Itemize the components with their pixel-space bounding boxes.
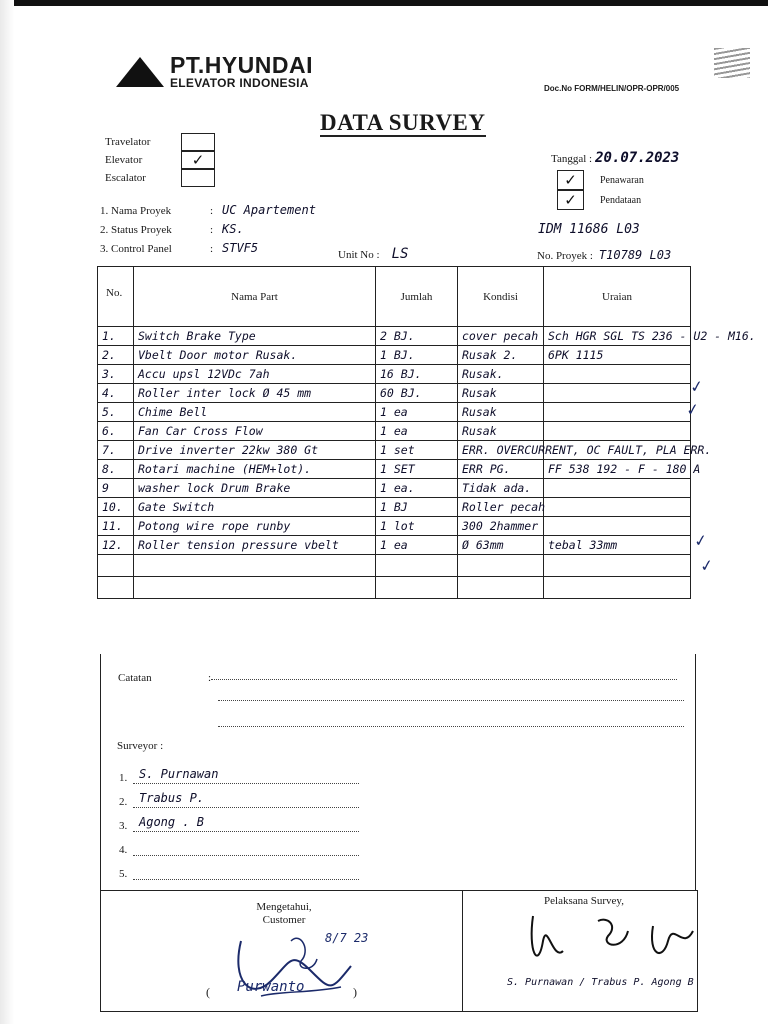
notes-line-3[interactable] [218,726,684,727]
cell-no[interactable]: 6. [98,422,134,441]
scan-edge-top [0,0,768,6]
scan-edge-left [0,0,14,1024]
customer-signature-cell [101,891,463,1011]
cell-uraian[interactable] [544,365,691,384]
table-row [98,384,691,403]
option-pendataan: ✓ Pendataan [557,190,644,210]
table-row-empty [98,555,691,577]
project-number-field: No. Proyek : T10789 L03 [537,248,672,262]
checkmark-icon: ✓ [191,150,205,169]
cell-jumlah[interactable]: 1 BJ. [376,346,458,365]
cell-nama-part[interactable]: Switch Brake Type [134,327,376,346]
equipment-type-escalator: Escalator [105,169,215,187]
cell-kondisi[interactable]: 300 2hammer [458,517,544,536]
unit-no-value[interactable]: LS [391,246,409,262]
field-control-panel: 3. Control Panel : STVF5 [100,241,259,255]
table-row [98,327,691,346]
equipment-type-travelator: Travelator [105,133,215,151]
checkmark-icon: ✓ [564,170,577,189]
purpose-options [557,170,644,210]
cell-jumlah[interactable]: 2 BJ. [376,327,458,346]
equipment-type-list [105,133,215,187]
table-header-row [98,267,691,327]
cell-uraian[interactable] [544,384,691,403]
cell-uraian[interactable] [544,555,691,577]
logo-triangle-icon [116,57,164,87]
cell-kondisi[interactable]: Ø 63mm [458,536,544,555]
cell-uraian[interactable] [544,422,691,441]
cell-nama-part[interactable] [134,577,376,599]
date-field: Tanggal : 20.07.2023 [551,150,680,166]
cell-kondisi[interactable]: Roller pecah [458,498,544,517]
checkmark-icon: ✓ [684,399,701,420]
table-row [98,479,691,498]
cell-nama-part[interactable]: Rotari machine (HEM+lot). [134,460,376,479]
table-row [98,346,691,365]
surveyor-signature-title: Pelaksana Survey, [544,895,624,907]
cell-nama-part[interactable]: Drive inverter 22kw 380 Gt [134,441,376,460]
cell-kondisi[interactable] [458,555,544,577]
cell-jumlah[interactable]: 1 BJ [376,498,458,517]
cell-no[interactable]: 2. [98,346,134,365]
table-row [98,403,691,422]
cell-kondisi[interactable]: Tidak ada. [458,479,544,498]
cell-kondisi[interactable]: cover pecah [458,327,544,346]
cell-no[interactable]: 8. [98,460,134,479]
table-row [98,460,691,479]
project-fields [100,203,316,260]
surveyor-entry: 5. [119,856,359,880]
id-number[interactable]: IDM 11686 L03 [538,222,640,237]
scan-smudge [714,48,750,78]
table-row [98,498,691,517]
cell-kondisi[interactable]: ERR PG. [458,460,544,479]
cell-jumlah[interactable]: 1 ea. [376,479,458,498]
project-number-value[interactable]: T10789 L03 [598,248,672,262]
cell-uraian[interactable] [544,403,691,422]
header-uraian: Uraian [544,267,691,327]
cell-kondisi[interactable]: Rusak [458,384,544,403]
cell-jumlah[interactable]: 1 ea [376,422,458,441]
cell-no[interactable]: 9 [98,479,134,498]
cell-jumlah[interactable]: 1 ea [376,403,458,422]
field-status-proyek: 2. Status Proyek : KS. [100,222,244,236]
checkmark-icon: ✓ [698,555,715,576]
header-jumlah: Jumlah [376,267,458,327]
cell-no[interactable]: 4. [98,384,134,403]
equipment-type-elevator: Elevator ✓ [105,151,215,169]
table-row [98,365,691,384]
table-row [98,441,691,460]
surveyor-name: Trabus P. [139,791,205,805]
table-row [98,422,691,441]
pendataan-checkbox[interactable] [557,190,584,210]
cell-kondisi[interactable]: Rusak [458,403,544,422]
cell-no[interactable] [98,577,134,599]
cell-jumlah[interactable]: 60 BJ. [376,384,458,403]
surveyor-entry: 1. S. Purnawan [119,760,359,784]
cell-no[interactable]: 3. [98,365,134,384]
company-logo [116,54,313,89]
checkmark-icon: ✓ [564,190,577,209]
date-value[interactable]: 20.07.2023 [595,150,680,166]
customer-name-bracket: ) [353,985,357,999]
company-name: PT.HYUNDAI [170,52,314,78]
checkmark-icon: ✓ [692,530,709,551]
surveyor-list [119,760,359,880]
cell-kondisi[interactable]: ERR. OVERCURRENT, OC FAULT, PLA ERR. [458,441,544,460]
customer-name[interactable]: Purwanto [237,979,305,995]
unit-no-field: Unit No : LS [338,246,409,262]
surveyor-entry: 3. Agong . B [119,808,359,832]
penawaran-checkbox[interactable] [557,170,584,190]
cell-jumlah[interactable]: 1 ea [376,536,458,555]
cell-jumlah[interactable] [376,577,458,599]
elevator-checkbox[interactable] [181,151,215,169]
cell-no[interactable]: 11. [98,517,134,536]
cell-nama-part[interactable]: Accu upsl 12VDc 7ah [134,365,376,384]
customer-signature-date: 8/7 23 [325,931,369,945]
notes-line-2[interactable] [218,700,684,701]
cell-nama-part[interactable]: Vbelt Door motor Rusak. [134,346,376,365]
surveyor-name: Agong . B [139,815,205,829]
cell-no[interactable]: 7. [98,441,134,460]
cell-kondisi[interactable]: Rusak. [458,365,544,384]
header-kondisi: Kondisi [458,267,544,327]
cell-kondisi[interactable]: Rusak 2. [458,346,544,365]
cell-nama-part[interactable]: Gate Switch [134,498,376,517]
cell-no[interactable] [98,555,134,577]
cell-uraian[interactable]: 6PK 1115 [544,346,691,365]
cell-nama-part[interactable]: Roller inter lock Ø 45 mm [134,384,376,403]
surveyor-signature-scribble [513,911,703,981]
cell-jumlah[interactable]: 1 set [376,441,458,460]
notes-and-surveyor-section [100,654,696,890]
control-panel-value[interactable]: STVF5 [222,241,259,255]
header-nama-part: Nama Part [134,267,376,327]
surveyor-name: S. Purnawan [139,767,219,781]
option-penawaran: ✓ Penawaran [557,170,644,190]
cell-kondisi[interactable]: Rusak [458,422,544,441]
parts-table [97,266,756,599]
document-number: Doc.No FORM/HELIN/OPR-OPR/005 [544,84,680,93]
cell-nama-part[interactable]: washer lock Drum Brake [134,479,376,498]
cell-jumlah[interactable]: 16 BJ. [376,365,458,384]
cell-uraian[interactable]: FF 538 192 - F - 180 A [544,460,691,479]
customer-name-bracket: ( [206,985,210,999]
table-row [98,536,691,555]
checkmark-icon: ✓ [688,376,705,397]
nama-proyek-value[interactable]: UC Apartement [222,203,316,217]
signature-section [100,890,698,1012]
cell-nama-part[interactable]: Fan Car Cross Flow [134,422,376,441]
notes-line-1[interactable] [211,672,677,680]
field-nama-proyek: 1. Nama Proyek : UC Apartement [100,203,316,217]
cell-uraian[interactable] [544,517,691,536]
cell-nama-part[interactable]: Potong wire rope runby [134,517,376,536]
cell-nama-part[interactable]: Roller tension pressure vbelt [134,536,376,555]
notes-field: Catatan : [118,672,677,684]
page-title: DATA SURVEY [320,110,486,137]
cell-uraian[interactable] [544,498,691,517]
cell-uraian[interactable]: Sch HGR SGL TS 236 - U2 - M16. [544,327,691,346]
surveyor-signature-cell [463,891,699,1011]
customer-signature-title: Mengetahui, Customer [256,901,312,927]
surveyor-entry: 4. [119,832,359,856]
cell-no[interactable]: 1. [98,327,134,346]
cell-jumlah[interactable]: 1 SET [376,460,458,479]
surveyor-entry: 2. Trabus P. [119,784,359,808]
surveyor-label: Surveyor : [117,740,164,752]
cell-jumlah[interactable] [376,555,458,577]
cell-no[interactable]: 5. [98,403,134,422]
cell-nama-part[interactable]: Chime Bell [134,403,376,422]
cell-uraian[interactable] [544,577,691,599]
escalator-checkbox[interactable] [181,169,215,187]
company-subtitle: ELEVATOR INDONESIA [170,76,309,90]
status-proyek-value[interactable]: KS. [222,222,244,236]
table-row-empty [98,577,691,599]
surveyor-signature-names[interactable]: S. Purnawan / Trabus P. Agong B [507,977,694,988]
table-row [98,517,691,536]
cell-uraian[interactable]: tebal 33mm [544,536,691,555]
travelator-checkbox[interactable] [181,133,215,151]
cell-uraian[interactable] [544,479,691,498]
cell-no[interactable]: 12. [98,536,134,555]
cell-nama-part[interactable] [134,555,376,577]
cell-kondisi[interactable] [458,577,544,599]
cell-no[interactable]: 10. [98,498,134,517]
cell-jumlah[interactable]: 1 lot [376,517,458,536]
header-no: No. [98,267,134,327]
